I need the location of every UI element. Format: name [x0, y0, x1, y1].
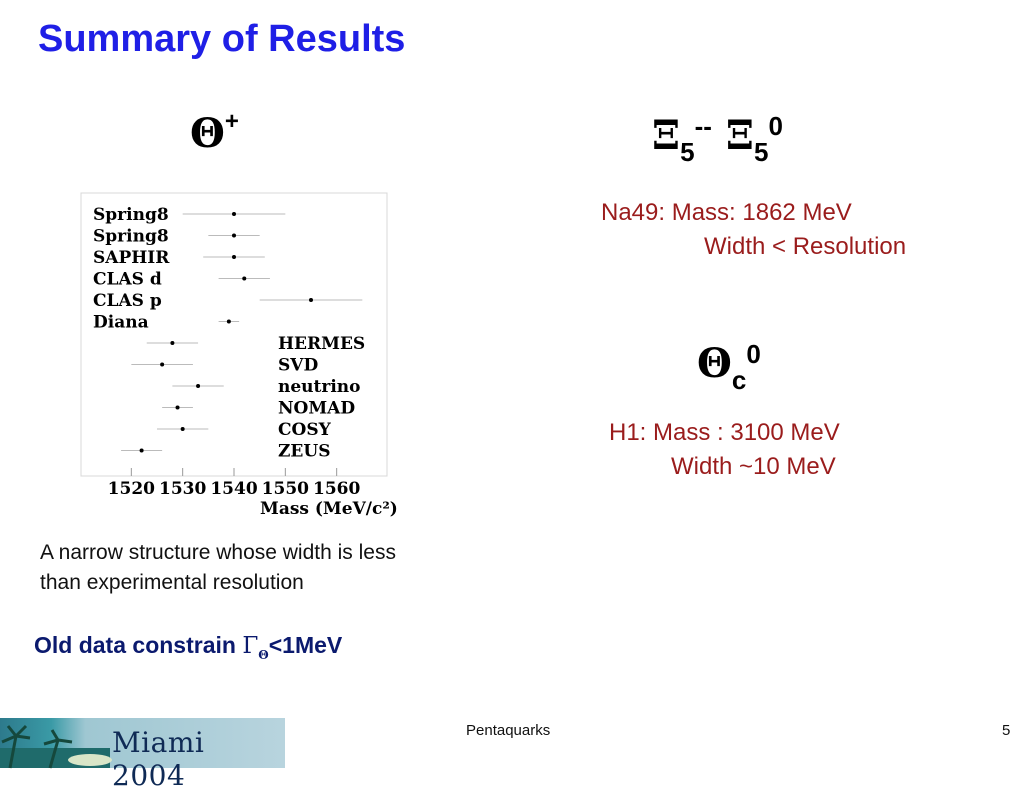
experiment-label: CLAS p	[93, 291, 162, 311]
data-point	[232, 255, 236, 259]
gamma-symbol: Γ	[242, 633, 259, 659]
mass-measurements-chart	[80, 192, 400, 527]
experiment-label: neutrino	[278, 377, 361, 397]
na49-line-2: Width < Resolution	[704, 233, 907, 260]
experiment-label: SVD	[278, 355, 319, 376]
experiment-label: HERMES	[278, 334, 366, 354]
narrow-structure-note: A narrow structure whose width is less than experimental resolution	[40, 541, 396, 594]
theta-c-sup: 0	[746, 339, 761, 369]
data-point	[196, 384, 200, 388]
xi-symbol-1: Ξ	[652, 112, 681, 159]
x-tick-label: 1540	[210, 479, 258, 499]
width-constraint	[34, 632, 343, 662]
xi-sup-1: --	[694, 111, 712, 141]
data-point	[181, 427, 185, 431]
data-point	[309, 298, 313, 302]
h1-line-1: H1: Mass : 3100 MeV	[609, 419, 840, 446]
experiment-label: ZEUS	[278, 441, 331, 462]
experiment-label: Spring8	[93, 205, 169, 225]
experiment-label: SAPHIR	[93, 248, 170, 268]
x-axis-label: Mass (MeV/c²)	[260, 499, 398, 519]
experiment-label: Spring8	[93, 226, 169, 247]
experiment-label: NOMAD	[278, 398, 356, 419]
constraint-prefix: Old data constrain	[34, 632, 243, 658]
data-point	[227, 320, 231, 324]
xi-sup-2: 0	[768, 111, 783, 141]
slide-title: Summary of Results	[38, 18, 406, 60]
data-point	[140, 449, 144, 453]
theta-symbol: Θ	[190, 110, 225, 157]
experiment-label: CLAS d	[93, 269, 162, 290]
data-point	[176, 406, 180, 410]
chart-svg	[80, 192, 400, 522]
logo-text: Miami 2004	[112, 726, 205, 792]
h1-line-2: Width ~10 MeV	[671, 453, 836, 480]
x-tick-label: 1550	[261, 479, 309, 499]
data-point	[170, 341, 174, 345]
x-tick-labels	[108, 479, 361, 499]
xi-sub-1: 5	[680, 137, 695, 167]
data-point	[160, 363, 164, 367]
data-point	[242, 277, 246, 281]
experiment-label: Diana	[93, 312, 149, 333]
theta-plus-heading	[190, 108, 239, 157]
theta-c-symbol: Θ	[697, 340, 732, 387]
x-tick-label: 1530	[159, 479, 207, 499]
x-tick-label: 1520	[107, 479, 155, 499]
xi-sub-2: 5	[754, 137, 769, 167]
theta-c-heading	[697, 339, 761, 395]
theta-charge: +	[224, 108, 239, 135]
footer-topic: Pentaquarks	[466, 722, 551, 739]
xi-heading	[652, 111, 783, 167]
na49-line-1: Na49: Mass: 1862 MeV	[601, 199, 852, 226]
page-number: 5	[1002, 722, 1011, 739]
data-point	[232, 212, 236, 216]
palm-tree-icon	[0, 718, 110, 768]
theta-c-sub: c	[731, 365, 747, 395]
conference-logo	[0, 718, 285, 792]
x-tick-label: 1560	[313, 479, 361, 499]
xi-symbol-2: Ξ	[725, 112, 755, 159]
experiment-labels	[93, 205, 365, 462]
data-point	[232, 234, 236, 238]
constraint-suffix: <1MeV	[268, 632, 343, 658]
gamma-subscript: Θ	[258, 648, 269, 662]
tick-marks	[131, 468, 336, 476]
experiment-label: COSY	[278, 420, 331, 440]
